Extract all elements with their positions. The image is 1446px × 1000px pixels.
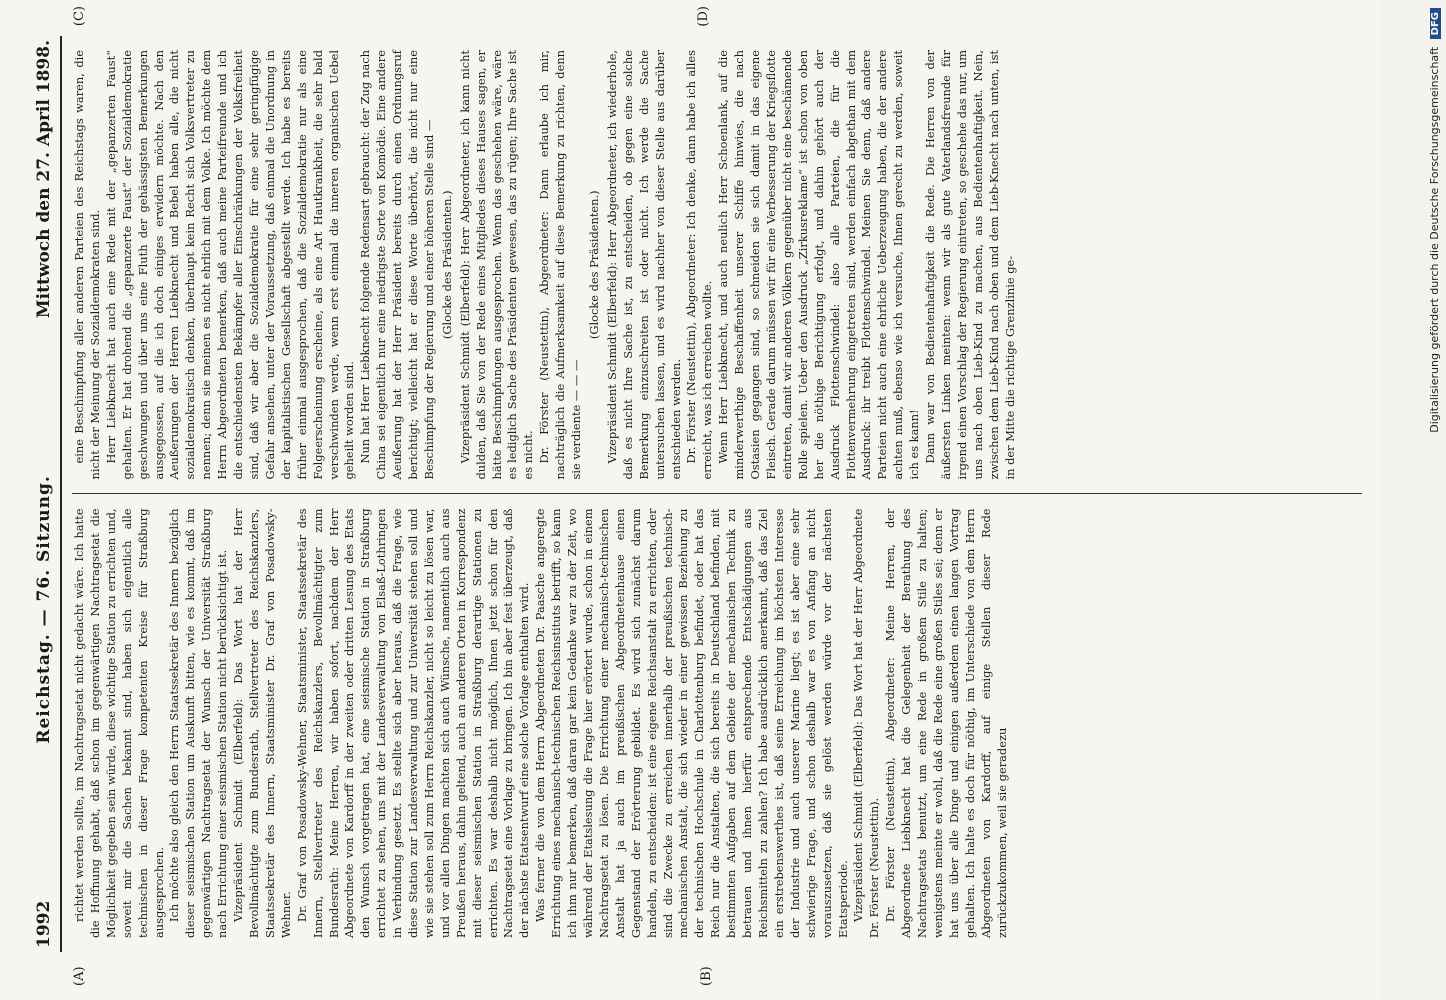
marker-b: (B) <box>699 966 714 986</box>
paragraph: Vizepräsident Schmidt (Elberfeld): Das Wort hat der Herr Bevollmächtigte zum Bundesrath, Stellvertreter des Reichskanzlers, Staatssekretär des Innern, Staatsminister Dr. Graf von Posadowsky-Wehner. <box>231 508 293 938</box>
paragraph: Nun hat Herr Liebknecht folgende Redensart gebraucht: der Zug nach China sei eigentlich nur eine niedrigste Sorte von Komödie. Eine andere Aeußerung hat der Herr Präsident bereits durch einen Ordnungsruf berichtigt; vielleicht hat er diese Worte überhört, die nicht nur eine Beschimpfung der Regierung und einer höheren Stelle sind — <box>358 50 436 480</box>
paragraph: Ich möchte also gleich den Herrn Staatssekretär des Innern bezüglich dieser seismischen Station um Auskunft bitten, wie es kommt, daß im gegenwärtigen Nachtragsetat der Wunsch der Universität Straßburg nach Errichtung einer seismischen Station nicht berücksichtigt ist. <box>167 508 230 938</box>
marker-d: (D) <box>696 6 711 27</box>
digitisation-notice <box>1414 8 1441 988</box>
paragraph: Was ferner die von dem Herrn Abgeordneten Dr. Paasche angeregte Errichtung eines mechanisch-technischen Reichsinstituts betrifft, so kann ich ihm nur bemerken, daß daran gar kein Gedanke war zu der Zeit, wo während der Etatslesung die Frage hier erörtert wurde, schon in einem Nachtragsetat zu lösen. Die Errichtung einer mechanisch-technischen Anstalt hat ja auch im preußischen Abgeordnetenhause einen Gegenstand der Erörterung gebildet. Es wird sich zunächst darum handeln, zu entscheiden: ist eine eigene Reichsanstalt zu errichten, oder sind die Zwecke zu erreichen innerhalb der preußischen technisch-mechanischen Anstalt, die sich wieder in einer gewissen Beziehung zu der technischen Hochschule in Charlottenburg befindet, oder hat das Reich nur die Anstalten, die sich bereits in Deutschland befinden, mit bestimmten Aufgaben auf dem Gebiete der mechanischen Technik zu betrauen und ihnen hierfür entsprechende Entschädigungen aus Reichsmitteln zu zahlen? Ich habe ausdrücklich anerkannt, daß das Ziel ein erstrebenswerthes ist, daß seine Erreichung im höchsten Interesse der Industrie und auch unserer Marine liegt; es ist aber eine sehr schwierige Frage, und schon deshalb war es von Anfang an nicht vorauszusetzen, daß sie gelöst werden würde vor der nächsten Etatsperiode. <box>533 508 850 938</box>
left-column <box>72 495 1362 986</box>
digitisation-text: Digitalisierung gefördert durch die Deutsche Forschungsgemeinschaft <box>1428 46 1441 433</box>
paragraph: Dann war von Bedientenhaftigkeit die Rede. Die Herren von der äußersten Linken meinten: wenn wir als gute Vaterlandsfreunde für irgend einen Vorschlag der Regierung eintreten, so geschehe das nur, um uns nach oben Lieb-Kind zu machen, aus Bedientenhaftigkeit. Nein, zwischen dem Lieb-Kind nach oben und dem Lieb-Knecht nach unten, ist in der Mitte die richtige Grenzlinie ge- <box>923 50 1017 480</box>
paragraph: Herr Liebknecht hat auch eine Rede mit der „gepanzerten Faust“ gehalten. Er hat drohend die „gepanzerte Faust“ der Sozialdemokratie geschwungen und über uns eine Fluth der gehässigsten Bemerkungen ausgegossen, auf die ich doch einiges erwidern möchte. Nach den Aeußerungen der Herren Liebknecht und Bebel haben alle, die nicht sozialdemokratisch denken, überhaupt kein Recht sich Volksvertreter zu nennen; denn sie meinen es nicht ehrlich mit dem Volke. Ich möchte dem Herrn Abgeordneten bemerken, daß auch meine Parteifreunde und ich die entschiedensten Bekämpfer aller Einschränkungen der Volksfreiheit sind, daß wir aber die Sozialdemokratie für eine sehr geringfügige Gefahr ansehen, unter der Voraussetzung, daß einmal die Unordnung in der kapitalistischen Gesellschaft abgestellt werde. Ich habe es bereits früher einmal ausgesprochen, daß die Sozialdemokratie nur als eine Folgeerscheinung erscheine, als eine Art Hautkrankheit, die sehr bald verschwinden werde, wenn erst einmal die inneren organischen Uebel geheilt worden sind. <box>103 50 357 480</box>
paragraph: Wenn Herr Liebknecht, und auch neulich Herr Schoenlank, auf die minderwerthige Beschaffenheit unserer Schiffe hinwies, die nach Ostasien gegangen sind, so schneiden sie sich damit in das eigene Fleisch. Gerade darum müssen wir für eine Verbesserung der Kriegsflotte eintreten, damit wir anderen Völkern gegenüber nicht eine beschämende Rolle spielen. Ueber den Ausdruck „Zirkusreklame“ ist schon von oben her die nöthige Berichtigung erfolgt, und dahin gehört auch der Ausdruck Flottenschwindel: also alle Parteien, die für die Flottenvermehrung eingetreten sind, werden einfach abgethan mit dem Ausdruck: ihr treibt Flottenschwindel. Meinen Sie denn, daß andere Parteien nicht auch eine ehrliche Ueberzeugung haben, die der andere achten muß, ebenso wie ich versuche, Ihnen gerecht zu werden, soweit ich es kann! <box>716 50 922 480</box>
marker-c: (C) <box>72 6 87 27</box>
paragraph: Vizepräsident Schmidt (Elberfeld): Herr Abgeordneter, ich wiederhole, daß es nicht Ihre Sache ist, zu entscheiden, ob gegen eine solche Bemerkung einzuschreiten ist oder nicht. Ich werde die Sache untersuchen lassen, und es wird nachher von dieser Stelle aus darüber entschieden werden. <box>604 50 683 480</box>
page-header <box>34 36 62 952</box>
stage-direction: (Glocke des Präsidenten.) <box>439 190 454 340</box>
paragraph: Dr. Graf von Posadowsky-Wehner, Staatsminister, Staatssekretär des Innern, Stellvertreter des Reichskanzlers, Bevollmächtigter zum Bundesrath: Meine Herren, wir haben sofort, nachdem der Herr Abgeordnete von Kardorff in der zweiten oder dritten Lesung des Etats den Wunsch vorgetragen hat, eine seismische Station in Straßburg errichtet zu sehen, uns mit der Landesverwaltung von Elsaß-Lothringen in Verbindung gesetzt. Es stellte sich aber heraus, daß die Frage, wie diese Station zur Landesverwaltung und zur Universität stehen soll und wie sie stehen soll zum Herrn Reichskanzler, nicht so leicht zu lösen war, und vor allen Dingen machten sich auch Wünsche, namentlich auch aus Preußen heraus, dahin geltend, auch an anderen Orten in Korrespondenz mit dieser seismischen Station in Straßburg derartige Stationen zu errichten. Es war deshalb nicht möglich, Ihnen jetzt schon für den Nachtragsetat eine Vorlage zu bringen. Ich bin aber fest überzeugt, daß der nächste Etatsentwurf eine solche Vorlage enthalten wird. <box>294 508 532 938</box>
dfg-logo: DFG <box>1430 8 1441 39</box>
stage-direction: (Glocke des Präsidenten.) <box>587 190 601 340</box>
paragraph: Dr. Förster (Neustettin), Abgeordneter: Dann erlaube ich mir, nachträglich die Aufmerksamkeit auf diese Bemerkung zu richten, denn sie verdiente — — — <box>537 50 584 480</box>
right-column <box>72 6 1362 495</box>
paragraph: eine Beschimpfung aller anderen Parteien des Reichstags waren, die nicht der Meinung der Sozialdemokraten sind. <box>72 50 102 480</box>
session-date: Mittwoch den 27. April 1898. <box>34 40 54 319</box>
paragraph: Dr. Förster (Neustettin), Abgeordneter: Ich denke, dann habe ich alles erreicht, was ich erreichen wollte. <box>684 50 715 480</box>
page-number: 1992 <box>34 900 54 948</box>
paragraph: Dr. Förster (Neustettin), Abgeordneter: Meine Herren, der Abgeordnete Liebknecht hat die Gelegenheit der Berathung des Nachtragsetats benutzt, um eine Rede in großem Stile zu halten; wenigstens meinte er wohl, daß die Rede eine großen Stiles sei; denn er hat uns über alle Dinge und einigen außerdem einen langen Vortrag gehalten. Ich halte es doch für nöthig, im Unterschiede von dem Herrn Abgeordneten von Kardorff, auf einige Stellen dieser Rede zurückzukommen, weil sie geradezu <box>883 508 1009 938</box>
marker-a: (A) <box>72 966 87 986</box>
paragraph: richtet werden sollte, im Nachtragsetat nicht gedacht wäre. Ich hatte die Hoffnung gehabt, daß schon im gegenwärtigen Nachtragsetat die Möglichkeit gegeben sein würde, diese wichtige Station zu errichten und, soweit mir die Sachen bekannt sind, haben sich eigentlich alle technischen in dieser Frage kompetenten Kreise für Straßburg ausgesprochen. <box>72 508 166 938</box>
paragraph: Vizepräsident Schmidt (Elberfeld): Herr Abgeordneter, ich kann nicht dulden, daß Sie von der Rede eines Mitgliedes dieses Hauses sagen, er hätte Beschimpfungen ausgesprochen. Wenn das geschehen wäre, wäre es lediglich Sache des Präsidenten gewesen, das zu rügen; Ihre Sache ist es nicht. <box>457 50 536 480</box>
session-title: Reichstag. — 76. Sitzung. <box>34 475 54 744</box>
paragraph: Vizepräsident Schmidt (Elberfeld): Das Wort hat der Herr Abgeordnete Dr. Förster (Neustettin). <box>851 508 882 938</box>
text-columns <box>72 6 1362 986</box>
